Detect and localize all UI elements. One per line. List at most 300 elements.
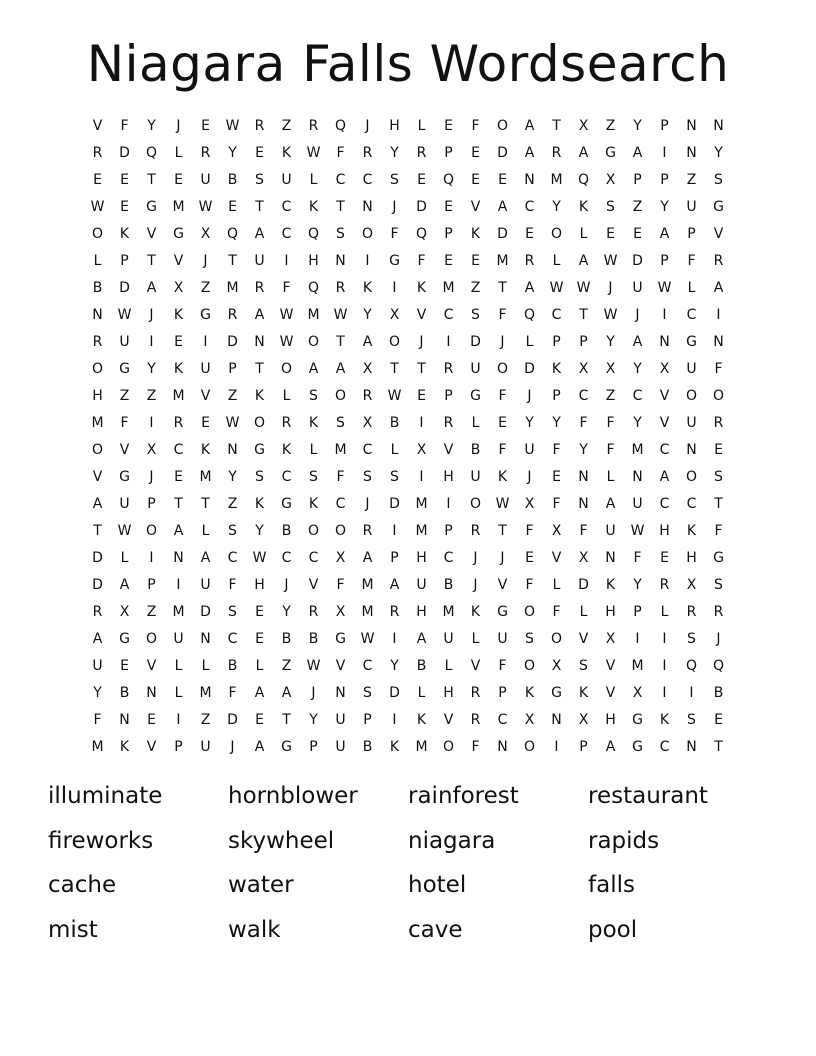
word-list-item: cave [408, 916, 463, 943]
grid-letter: I [446, 496, 451, 512]
word-list-item: fireworks [48, 827, 154, 854]
grid-letter: T [255, 199, 264, 215]
grid-letter: M [631, 658, 644, 674]
grid-letter: K [254, 388, 265, 404]
grid-letter: R [470, 685, 481, 701]
grid-letter: W [225, 118, 240, 134]
grid-letter: B [416, 658, 427, 674]
grid-letter: G [497, 604, 508, 620]
grid-letter: C [686, 307, 697, 323]
grid-letter: Q [442, 172, 455, 188]
grid-letter: H [605, 712, 616, 728]
grid-letter: F [120, 118, 129, 134]
grid-letter: F [498, 388, 507, 404]
grid-letter: Z [227, 388, 238, 404]
grid-letter: G [119, 361, 130, 377]
grid-letter: M [172, 199, 185, 215]
grid-letter: E [174, 469, 183, 485]
grid-letter: R [659, 577, 670, 593]
grid-letter: R [335, 280, 346, 296]
grid-letter: D [92, 550, 103, 566]
grid-letter: Y [390, 145, 399, 161]
grid-letter: V [659, 388, 670, 404]
grid-letter: W [225, 415, 240, 431]
grid-letter: P [633, 604, 642, 620]
grid-letter: E [471, 253, 480, 269]
grid-letter: T [552, 118, 561, 134]
grid-letter: J [203, 253, 208, 269]
grid-letter: E [255, 604, 264, 620]
grid-letter: G [200, 307, 211, 323]
grid-letter: P [363, 712, 372, 728]
grid-letter: X [605, 361, 616, 377]
word-list-item: niagara [408, 827, 496, 854]
grid-letter: L [471, 631, 480, 647]
grid-letter: E [228, 199, 237, 215]
grid-letter: E [714, 442, 723, 458]
grid-letter: U [470, 469, 481, 485]
grid-letter: E [552, 469, 561, 485]
grid-letter: G [119, 469, 130, 485]
grid-letter: I [149, 415, 154, 431]
grid-letter: C [308, 550, 319, 566]
grid-letter: S [363, 469, 372, 485]
grid-letter: P [228, 361, 237, 377]
grid-letter: T [336, 199, 345, 215]
grid-letter: X [362, 415, 373, 431]
grid-letter: B [389, 415, 400, 431]
grid-letter: L [687, 280, 696, 296]
grid-letter: H [443, 685, 454, 701]
word-list-item: rapids [588, 827, 660, 854]
grid-letter: G [632, 712, 643, 728]
grid-letter: A [254, 685, 265, 701]
grid-letter: R [389, 604, 400, 620]
grid-letter: A [254, 226, 265, 242]
grid-letter: V [605, 685, 616, 701]
grid-letter: Y [552, 415, 561, 431]
grid-letter: S [336, 226, 345, 242]
grid-letter: O [712, 388, 725, 404]
grid-letter: X [578, 361, 589, 377]
grid-letter: O [361, 226, 374, 242]
grid-letter: I [716, 307, 721, 323]
grid-letter: D [92, 577, 103, 593]
grid-letter: F [228, 577, 237, 593]
grid-letter: A [605, 739, 616, 755]
grid-letter: J [365, 118, 370, 134]
grid-letter: C [443, 550, 454, 566]
grid-letter: L [120, 550, 129, 566]
grid-letter: E [498, 415, 507, 431]
grid-letter: C [443, 307, 454, 323]
grid-letter: W [117, 523, 132, 539]
grid-letter: H [416, 604, 427, 620]
word-list-item: falls [588, 872, 635, 898]
grid-letter: Y [633, 577, 642, 593]
grid-letter: S [363, 685, 372, 701]
grid-letter: V [470, 658, 481, 674]
grid-letter: U [416, 577, 427, 593]
grid-letter: T [390, 361, 399, 377]
grid-letter: C [281, 226, 292, 242]
grid-letter: N [119, 712, 130, 728]
grid-letter: U [497, 631, 508, 647]
grid-letter: M [496, 253, 509, 269]
grid-letter: W [117, 307, 132, 323]
grid-letter: W [657, 280, 672, 296]
grid-letter: G [686, 334, 697, 350]
grid-letter: S [228, 604, 237, 620]
grid-letter: Z [146, 604, 157, 620]
grid-letter: F [336, 145, 345, 161]
grid-letter: K [551, 361, 562, 377]
grid-letter: N [497, 739, 508, 755]
grid-letter: J [500, 550, 505, 566]
grid-letter: O [145, 523, 158, 539]
grid-letter: W [198, 199, 213, 215]
word-list [48, 776, 768, 954]
grid-letter: S [390, 172, 399, 188]
grid-letter: R [92, 145, 103, 161]
grid-letter: U [524, 442, 535, 458]
grid-letter: W [576, 280, 591, 296]
grid-letter: C [578, 388, 589, 404]
grid-letter: N [146, 685, 157, 701]
grid-letter: I [446, 334, 451, 350]
grid-letter: E [120, 172, 129, 188]
grid-letter: T [147, 172, 156, 188]
grid-letter: I [554, 739, 559, 755]
grid-letter: E [471, 145, 480, 161]
grid-letter: A [389, 577, 400, 593]
grid-letter: K [281, 442, 292, 458]
grid-letter: L [579, 226, 588, 242]
grid-letter: S [390, 469, 399, 485]
grid-letter: L [417, 118, 426, 134]
grid-letter: C [632, 388, 643, 404]
grid-letter: B [92, 280, 103, 296]
grid-letter: E [174, 172, 183, 188]
grid-letter: Y [147, 361, 156, 377]
grid-letter: V [497, 577, 508, 593]
grid-letter: I [392, 280, 397, 296]
word-list-item: skywheel [228, 827, 335, 854]
grid-letter: Z [605, 118, 616, 134]
grid-letter: Y [228, 469, 237, 485]
grid-letter: X [119, 604, 130, 620]
grid-letter: A [713, 280, 724, 296]
grid-letter: T [714, 496, 723, 512]
grid-letter: U [92, 658, 103, 674]
grid-letter: F [417, 253, 426, 269]
grid-letter: D [524, 361, 535, 377]
grid-letter: Y [363, 307, 372, 323]
grid-letter: N [578, 469, 589, 485]
grid-letter: B [281, 523, 292, 539]
grid-letter: Y [714, 145, 723, 161]
grid-letter: E [120, 199, 129, 215]
grid-letter: S [687, 712, 696, 728]
word-list-item: water [228, 872, 294, 898]
grid-letter: J [149, 469, 154, 485]
grid-letter: T [282, 712, 291, 728]
grid-letter: E [633, 226, 642, 242]
grid-letter: W [90, 199, 105, 215]
grid-letter: L [552, 253, 561, 269]
grid-letter: M [172, 388, 185, 404]
grid-letter: R [254, 280, 265, 296]
grid-letter: I [635, 631, 640, 647]
grid-letter: C [362, 442, 373, 458]
grid-letter: Y [606, 334, 615, 350]
grid-letter: A [254, 739, 265, 755]
grid-letter: J [473, 577, 478, 593]
grid-letter: J [176, 118, 181, 134]
grid-letter: M [415, 523, 428, 539]
grid-letter: Y [282, 604, 291, 620]
grid-letter: L [525, 334, 534, 350]
grid-letter: X [551, 658, 562, 674]
grid-letter: C [281, 550, 292, 566]
grid-letter: J [473, 550, 478, 566]
grid-letter: A [632, 334, 643, 350]
grid-letter: R [92, 604, 103, 620]
grid-letter: O [91, 226, 104, 242]
grid-letter: I [392, 631, 397, 647]
grid-letter: X [524, 496, 535, 512]
grid-letter: T [579, 307, 588, 323]
grid-letter: V [119, 442, 130, 458]
grid-letter: Y [525, 415, 534, 431]
grid-letter: N [713, 118, 724, 134]
grid-letter: R [713, 604, 724, 620]
grid-letter: X [335, 550, 346, 566]
grid-letter: P [660, 172, 669, 188]
grid-letter: A [578, 145, 589, 161]
grid-letter: A [524, 118, 535, 134]
grid-letter: R [281, 415, 292, 431]
grid-letter: F [120, 415, 129, 431]
grid-letter: T [93, 523, 102, 539]
grid-letter: R [713, 253, 724, 269]
grid-letter: E [660, 550, 669, 566]
grid-letter: R [200, 145, 211, 161]
grid-letter: X [362, 361, 373, 377]
grid-letter: K [659, 712, 670, 728]
grid-letter: M [91, 739, 104, 755]
grid-letter: C [335, 172, 346, 188]
grid-letter: D [227, 334, 238, 350]
grid-letter: A [119, 577, 130, 593]
grid-letter: I [284, 253, 289, 269]
grid-letter: M [172, 604, 185, 620]
grid-letter: J [392, 199, 397, 215]
grid-letter: K [416, 712, 427, 728]
grid-letter: C [281, 469, 292, 485]
grid-letter: R [92, 334, 103, 350]
grid-letter: N [227, 442, 238, 458]
grid-letter: W [279, 307, 294, 323]
grid-letter: S [336, 415, 345, 431]
grid-letter: K [686, 523, 697, 539]
grid-letter: L [201, 523, 210, 539]
grid-letter: U [254, 253, 265, 269]
grid-letter: M [226, 280, 239, 296]
grid-letter: I [662, 145, 667, 161]
grid-letter: U [200, 361, 211, 377]
grid-letter: E [120, 658, 129, 674]
grid-letter: V [470, 199, 481, 215]
grid-letter: N [92, 307, 103, 323]
grid-letter: F [552, 442, 561, 458]
grid-letter: K [470, 226, 481, 242]
grid-letter: G [281, 496, 292, 512]
grid-letter: A [416, 631, 427, 647]
grid-letter: F [471, 739, 480, 755]
grid-letter: W [252, 550, 267, 566]
grid-letter: Y [93, 685, 102, 701]
grid-letter: T [498, 523, 507, 539]
grid-letter: F [552, 496, 561, 512]
grid-letter: K [173, 307, 184, 323]
grid-letter: E [201, 415, 210, 431]
grid-letter: U [686, 415, 697, 431]
grid-letter: J [365, 496, 370, 512]
grid-letter: I [176, 577, 181, 593]
grid-letter: A [524, 145, 535, 161]
grid-letter: D [578, 577, 589, 593]
grid-letter: E [255, 631, 264, 647]
grid-letter: Q [685, 658, 698, 674]
grid-letter: J [500, 334, 505, 350]
grid-letter: Q [145, 145, 158, 161]
grid-letter: S [606, 199, 615, 215]
grid-letter: X [659, 361, 670, 377]
grid-letter: W [306, 145, 321, 161]
grid-letter: E [498, 172, 507, 188]
grid-letter: A [362, 550, 373, 566]
grid-letter: F [525, 577, 534, 593]
grid-letter: X [416, 442, 427, 458]
grid-letter: O [145, 631, 158, 647]
grid-letter: P [444, 145, 453, 161]
grid-letter: N [524, 172, 535, 188]
grid-letter: R [308, 604, 319, 620]
grid-letter: O [91, 442, 104, 458]
grid-letter: I [176, 712, 181, 728]
grid-letter: V [443, 712, 454, 728]
grid-letter: X [578, 712, 589, 728]
grid-letter: C [551, 307, 562, 323]
grid-letter: V [578, 631, 589, 647]
grid-letter: N [335, 253, 346, 269]
grid-letter: Z [605, 388, 616, 404]
grid-letter: X [578, 550, 589, 566]
grid-letter: Y [309, 712, 318, 728]
grid-letter: H [308, 253, 319, 269]
grid-letter: A [92, 496, 103, 512]
grid-letter: N [254, 334, 265, 350]
grid-letter: L [174, 685, 183, 701]
grid-letter: U [686, 199, 697, 215]
grid-letter: H [686, 550, 697, 566]
grid-letter: L [201, 658, 210, 674]
grid-letter: F [579, 415, 588, 431]
grid-letter: C [686, 496, 697, 512]
grid-letter: G [713, 199, 724, 215]
grid-letter: L [93, 253, 102, 269]
grid-letter: T [201, 496, 210, 512]
grid-letter: R [362, 145, 373, 161]
grid-letter: O [523, 658, 536, 674]
grid-letter: Q [307, 280, 320, 296]
grid-letter: R [551, 145, 562, 161]
grid-letter: U [173, 631, 184, 647]
grid-letter: R [362, 388, 373, 404]
grid-letter: G [605, 145, 616, 161]
grid-letter: I [662, 631, 667, 647]
grid-letter: E [444, 199, 453, 215]
grid-letter: G [119, 631, 130, 647]
grid-letter: T [498, 280, 507, 296]
grid-letter: X [578, 118, 589, 134]
word-list-item: hotel [408, 872, 467, 898]
grid-letter: A [659, 469, 670, 485]
grid-letter: Z [200, 280, 211, 296]
grid-letter: K [389, 739, 400, 755]
grid-letter: W [387, 388, 402, 404]
word-list-item: pool [588, 916, 638, 943]
grid-letter: S [525, 631, 534, 647]
grid-letter: N [686, 145, 697, 161]
grid-letter: A [146, 280, 157, 296]
grid-letter: A [281, 685, 292, 701]
grid-letter: M [199, 685, 212, 701]
grid-letter: E [444, 253, 453, 269]
grid-letter: M [361, 604, 374, 620]
grid-letter: B [713, 685, 724, 701]
grid-letter: W [549, 280, 564, 296]
grid-letter: E [255, 145, 264, 161]
grid-letter: X [632, 685, 643, 701]
grid-letter: N [686, 442, 697, 458]
grid-letter: W [495, 496, 510, 512]
grid-letter: Y [228, 145, 237, 161]
word-list-item: cache [48, 872, 117, 898]
grid-letter: I [689, 685, 694, 701]
grid-letter: O [334, 388, 347, 404]
grid-letter: X [335, 604, 346, 620]
grid-letter: L [444, 658, 453, 674]
grid-letter: J [716, 631, 721, 647]
grid-letter: O [496, 361, 509, 377]
grid-letter: K [362, 280, 373, 296]
word-list-item: restaurant [588, 783, 708, 809]
grid-letter: X [389, 307, 400, 323]
grid-letter: R [254, 118, 265, 134]
grid-letter: D [632, 253, 643, 269]
grid-letter: O [388, 334, 401, 350]
grid-letter: Y [579, 442, 588, 458]
grid-letter: H [92, 388, 103, 404]
grid-letter: G [632, 739, 643, 755]
grid-letter: S [309, 469, 318, 485]
grid-letter: Z [281, 118, 292, 134]
grid-letter: O [523, 604, 536, 620]
grid-letter: Y [660, 199, 669, 215]
grid-letter: E [471, 172, 480, 188]
